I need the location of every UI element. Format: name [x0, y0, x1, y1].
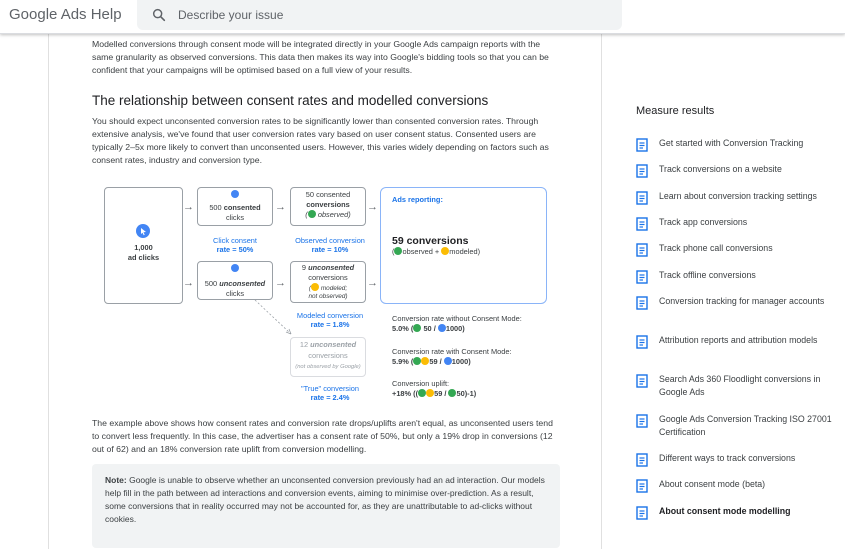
sidebar-item-label: Learn about conversion tracking settings [659, 191, 817, 201]
sidebar-item-consent-modelling[interactable] [636, 505, 836, 520]
document-icon [636, 270, 648, 284]
observed-rate-line1: Observed conversion [295, 236, 365, 245]
stat-uplift-value: +18% (( 59 / 50)-1) [392, 389, 477, 398]
sidebar-item-label: Track app conversions [659, 217, 748, 227]
sidebar-item-track-website[interactable] [636, 163, 836, 178]
sidebar-item-iso[interactable] [636, 413, 836, 439]
click-icon [136, 224, 150, 238]
sidebar-item-label: Attribution reports and attribution models [659, 335, 818, 345]
click-consent-rate-line2: rate = 50% [216, 245, 254, 254]
modeled-conversions-count: 9 unconsented [301, 263, 355, 272]
sidebar-item-app[interactable] [636, 216, 836, 231]
arrow-right-icon: → [183, 277, 194, 289]
stat-uplift-label: Conversion uplift: [392, 379, 450, 388]
document-icon [636, 506, 648, 520]
sidebar-item-label: Conversion tracking for manager accounts [659, 296, 825, 306]
ads-reporting-value: 59 conversions [392, 235, 469, 247]
note-box [92, 464, 560, 548]
consented-conversions-count: 50 consented [305, 190, 351, 199]
ad-clicks-number: 1,000 [134, 243, 153, 252]
modeled-tag: ( modeled; [308, 285, 348, 292]
sidebar-item-offline[interactable] [636, 269, 836, 284]
stat-with-label: Conversion rate with Consent Mode: [392, 347, 512, 356]
search-icon [151, 7, 167, 23]
true-conversions-count: 12 unconsented [299, 340, 357, 349]
observed-rate-line2: rate = 10% [311, 245, 349, 254]
sidebar-item-label: Get started with Conversion Tracking [659, 138, 804, 148]
consented-conversions-label: conversions [306, 200, 350, 209]
document-icon [636, 414, 648, 428]
true-conversions-label: conversions [308, 351, 348, 360]
stat-without-label: Conversion rate without Consent Mode: [392, 314, 522, 323]
modeled-rate-line2: rate = 1.8% [310, 320, 350, 329]
consented-clicks-text: 500 consented [209, 203, 261, 212]
modeled-tag-line2: not observed) [308, 293, 348, 300]
unconsented-clicks-suffix: clicks [225, 289, 245, 298]
stat-without-value: 5.0% ( 50 / 1000) [392, 324, 465, 333]
sidebar-item-label: Different ways to track conversions [659, 453, 796, 463]
top-bar [0, 0, 845, 34]
document-icon [636, 453, 648, 467]
sidebar-item-phone[interactable] [636, 242, 836, 257]
arrow-right-icon: → [367, 277, 378, 289]
document-icon [636, 243, 648, 257]
consented-click-icon [197, 190, 273, 200]
example-paragraph: The example above shows how consent rates and conversion rate drops/uplifts aren't equal, as unconsented users tend to convert less frequently. In this case, the advertiser has a consent rate of 50%, but only a 19% drop in conversions (12 out of 62) and an 18% conversion rate uplift from conversion modelling. [92, 418, 553, 454]
sidebar-item-attribution[interactable] [636, 334, 836, 349]
search-bar[interactable] [137, 0, 622, 30]
document-icon [636, 296, 648, 310]
ad-clicks-label: ad clicks [127, 253, 160, 262]
sidebar-item-label: Google Ads Conversion Tracking ISO 27001 Certification [659, 414, 832, 437]
brand-title[interactable]: Google Ads Help [9, 6, 122, 23]
click-consent-rate-line1: Click consent [213, 236, 257, 245]
sidebar-item-label: Track conversions on a website [659, 164, 782, 174]
observed-tag: ( observed) [305, 210, 351, 219]
section-heading: The relationship between consent rates and modelled conversions [92, 93, 489, 108]
search-input[interactable]: Describe your issue [178, 8, 284, 22]
sidebar-item-consent-mode[interactable] [636, 478, 836, 493]
unconsented-clicks-text: 500 unconsented [204, 279, 266, 288]
arrow-right-icon: → [367, 201, 378, 213]
document-icon [636, 374, 648, 388]
modeled-rate-line1: Modeled conversion [296, 311, 364, 320]
intro-paragraph: Modelled conversions through consent mode will be integrated directly in your Google Ads campaign reports with the same granularity as observed conversions. This data then makes its way into Google's bidding tools so that you can be confident that your campaigns will be optimised based on a full view of your results. [92, 39, 549, 75]
sidebar-item-label: About consent mode (beta) [659, 479, 766, 489]
modeled-conversions-label: conversions [308, 273, 348, 282]
unconsented-click-icon [197, 264, 273, 274]
arrow-right-icon: → [275, 201, 286, 213]
arrow-right-icon: → [275, 277, 286, 289]
document-icon [636, 191, 648, 205]
article-body [48, 34, 602, 549]
document-icon [636, 217, 648, 231]
sidebar-item-label: Search Ads 360 Floodlight conversions in Google Ads [659, 374, 821, 397]
document-icon [636, 164, 648, 178]
document-icon [636, 335, 648, 349]
sidebar-item-ways[interactable] [636, 452, 836, 467]
sidebar-item-label: Track offline conversions [659, 270, 756, 280]
sidebar-item-settings[interactable] [636, 190, 836, 205]
consented-clicks-suffix: clicks [225, 213, 245, 222]
document-icon [636, 479, 648, 493]
dashed-connector [249, 298, 299, 338]
true-rate-line1: "True" conversion [301, 384, 359, 393]
sidebar-item-manager[interactable] [636, 295, 836, 310]
true-rate-line2: rate = 2.4% [310, 393, 350, 402]
sidebar-title: Measure results [636, 105, 715, 117]
consent-paragraph: You should expect unconsented conversion rates to be significantly lower than consented conversion rates. Through extensive analysis, we've found that user conversion rates vary based on user consent status. Consented users are typically 2–5x more likely to convert than unconsented users. However, this varies widely depending on factors such as consent rates, industry and conversion type. [92, 116, 549, 165]
document-icon [636, 138, 648, 152]
ads-reporting-title: Ads reporting: [392, 195, 443, 204]
note-text: Note: Google is unable to observe whether an unconsented conversion previously had an ad interaction. Our models help fill in the path between ad interactions and conversion events, aiming to minimise over-prediction. As a result, some conversions that in reality occurred may not be accounted for, as they are unattributable to ad-clicks without cookies. [105, 475, 545, 524]
stat-with-value: 5.9% ( 59 / 1000) [392, 357, 471, 366]
sidebar-item-label: About consent mode modelling [659, 506, 791, 516]
sidebar-item-label: Track phone call conversions [659, 243, 773, 253]
true-conversions-note: (not observed by Google) [295, 364, 361, 370]
arrow-right-icon: → [183, 201, 194, 213]
sidebar-item-floodlight[interactable] [636, 373, 836, 399]
ads-reporting-breakdown: ( observed + modeled) [392, 247, 481, 256]
sidebar-item-get-started[interactable] [636, 137, 836, 152]
